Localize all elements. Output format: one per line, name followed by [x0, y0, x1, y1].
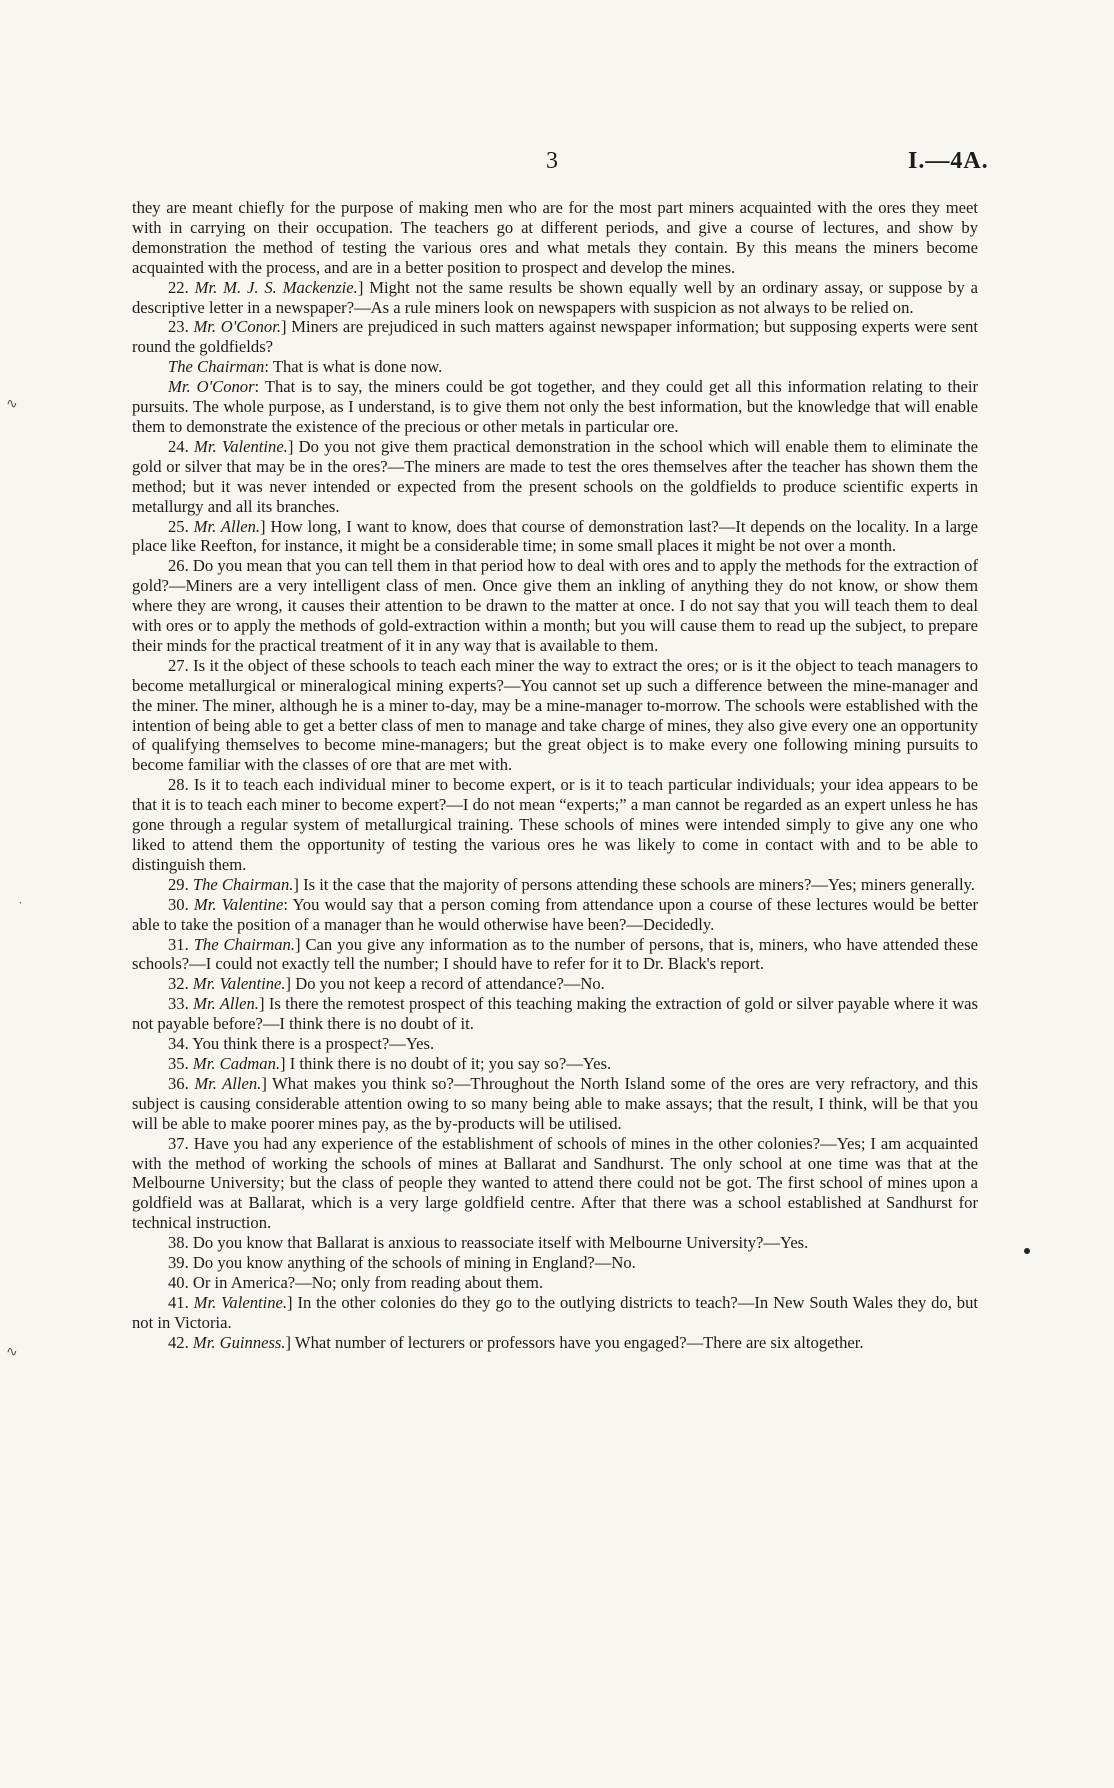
question-number: 28.: [168, 775, 194, 795]
question-number: 25.: [168, 516, 194, 536]
paragraph-text: : That is to say, the miners could be got together, and they could get all this information relating to their pursuits. The whole purpose, as I understand, is to give them not only the best information, but the knowledge that will enable them to demonstrate the existence of the precious or other metals in particular ore.: [132, 377, 979, 436]
speaker-name: Mr. Valentine.: [192, 974, 286, 994]
testimony-paragraph: [132, 317, 978, 357]
testimony-paragraph: [132, 357, 978, 377]
question-number: 41.: [168, 1292, 194, 1312]
paragraph-text: ] Can you give any information as to the number of persons, that is, miners, who have attended these schools?—I could not exactly tell the number; I should have to refer for it to Dr. Black's report.: [132, 934, 978, 974]
paragraph-text: ] I think there is no doubt of it; you say so?—Yes.: [280, 1053, 612, 1073]
speaker-name: Mr. Guinness.: [192, 1332, 286, 1352]
testimony-paragraph: [132, 278, 978, 318]
paragraph-text: Have you had any experience of the establishment of schools of mines in the other colonies?—Yes; I am acquainted with the method of working the schools of mines at Ballarat and Sandhurst. The only school at one time was that at the Melbourne University; but the class of people they wanted to attend there could not be got. The first school of mines upon a goldfield was at Ballarat, which is a very large goldfield centre. After that there was a school established at Sandhurst for technical instruction.: [132, 1133, 978, 1233]
testimony-paragraph: [132, 437, 978, 517]
paragraph-text: Is it the object of these schools to teach each miner the way to extract the ores; or is it the object to teach managers to become metallurgical or mineralogical mining experts?—You cannot set up such a difference between the mine-manager and the miner. The miner, although he is a miner to-day, may be a mine-manager to-morrow. The schools were established with the intention of being able to get a better class of men to manage and take charge of mines, they also give every one an opportunity of qualifying themselves to become mine-managers; but the great object is to make every one following mining pursuits to become familiar with the classes of ore that are met with.: [132, 655, 978, 775]
testimony-paragraph: [132, 1233, 978, 1253]
paragraph-text: ] Might not the same results be shown equally well by an ordinary assay, or suppose by a descriptive letter in a newspaper?—As a rule miners look on newspapers with suspicion as not always to be relied on.: [132, 277, 979, 317]
speaker-name: Mr. Valentine.: [193, 1292, 288, 1312]
paragraph-text: ] Is there the remotest prospect of this teaching making the extraction of gold or silver payable where it was not payable before?—I think there is no doubt of it.: [132, 994, 979, 1034]
testimony-paragraph: [132, 377, 978, 437]
question-number: 24.: [168, 436, 195, 456]
speaker-name: Mr. O'Conor: [168, 377, 255, 397]
testimony-paragraph: [132, 1034, 978, 1054]
paragraph-text: they are meant chiefly for the purpose of making men who are for the most part miners acquainted with the ores they meet with in carrying on their occupation. The teachers go at different periods, and give a course of lectures, and show by demonstration the method of testing the various ores and what metals they contain. By this means the miners become acquainted with the process, and are in a better position to prospect and develop the mines.: [132, 198, 978, 277]
testimony-paragraph: [132, 1333, 978, 1353]
paragraph-text: : That is what is done now.: [264, 357, 443, 377]
testimony-paragraph: [132, 895, 978, 935]
margin-dot: [1024, 1248, 1030, 1254]
question-number: 31.: [168, 934, 194, 954]
question-number: 23.: [168, 317, 194, 337]
testimony-paragraph: [132, 775, 978, 875]
paragraph-text: You think there is a prospect?—Yes.: [192, 1034, 435, 1054]
paragraph-text: ] What number of lecturers or professors have you engaged?—There are six altogether.: [285, 1332, 864, 1352]
question-number: 36.: [168, 1073, 195, 1093]
question-number: 34.: [168, 1034, 193, 1054]
margin-mark: ˙: [18, 900, 23, 915]
paragraph-text: ] Do you not keep a record of attendance?—No.: [285, 974, 605, 994]
testimony-paragraph: [132, 1054, 978, 1074]
speaker-name: Mr. O'Conor.: [193, 317, 281, 337]
question-number: 40.: [168, 1272, 193, 1292]
question-number: 38.: [168, 1233, 193, 1253]
question-number: 33.: [168, 994, 194, 1014]
testimony-paragraph: [132, 556, 978, 656]
question-number: 32.: [168, 974, 193, 994]
question-number: 22.: [168, 277, 195, 297]
speaker-name: Mr. Valentine.: [194, 436, 288, 456]
paragraph-text: Is it to teach each individual miner to become expert, or is it to teach particular individuals; your idea appears to be that it is to teach each miner to become expert?—I do not mean “experts;” a man cannot be regarded as an expert unless he has gone through a regular system of metallurgical training. These schools of mines were intended simply to give any one who liked to attend them the opportunity of testing the various ores he was likely to come in contact with and to be able to distinguish them.: [132, 775, 979, 874]
testimony-paragraph: [132, 1293, 978, 1333]
testimony-paragraph: [132, 656, 978, 775]
paragraph-text: Or in America?—No; only from reading about them.: [192, 1272, 544, 1292]
question-number: 30.: [168, 894, 194, 914]
question-number: 35.: [168, 1053, 193, 1073]
paragraph-text: ] Do you not give them practical demonstration in the school which will enable them to eliminate the gold or silver that may be in the ores?—The miners are made to test the ores themselves after the teacher has shown them the method; but it was never intended or expected from the present schools on the goldfields to produce scientific experts in metallurgy and all its branches.: [132, 436, 978, 516]
paragraph-text: ] What makes you think so?—Throughout the North Island some of the ores are very refractory, and this subject is causing considerable attention owing to so many being able to make assays; that the result, I think, will be that you will be able to make poorer mines pay, as the by-products will be utilised.: [132, 1073, 978, 1133]
speaker-name: Mr. Cadman.: [192, 1053, 281, 1073]
speaker-name: Mr. Allen.: [193, 994, 259, 1014]
question-number: 26.: [168, 556, 193, 576]
speaker-name: The Chairman: [168, 357, 265, 377]
speaker-name: Mr. Allen.: [193, 516, 261, 536]
testimony-paragraph: [132, 1074, 978, 1134]
page-header: [0, 148, 1114, 182]
speaker-name: The Chairman.: [193, 934, 295, 954]
testimony-paragraph: [132, 935, 978, 975]
margin-mark: ∿: [6, 1345, 18, 1360]
question-number: 27.: [168, 655, 194, 675]
testimony-paragraph: [132, 1253, 978, 1273]
question-number: 37.: [168, 1133, 194, 1153]
testimony-paragraph: [132, 994, 978, 1034]
page-number: 3: [546, 148, 558, 174]
testimony-paragraph: [132, 1273, 978, 1293]
testimony-paragraph: [132, 1134, 978, 1234]
paragraph-text: : You would say that a person coming from attendance upon a course of these lectures would be better able to take the position of a manager than he would otherwise have been?—Decidedly.: [132, 894, 978, 934]
testimony-paragraph: [132, 517, 978, 557]
testimony-paragraph: [132, 974, 978, 994]
paragraph-text: Do you mean that you can tell them in that period how to deal with ores and to apply the methods for the extraction of gold?—Miners are a very intelligent class of men. Once give them an inkling of anything they do not know, or show them where they are wrong, it causes their attention to be drawn to the matter at once. I do not say that you will teach them to deal with ores or to apply the methods of gold-extraction within a month; but you will cause them to read up the subject, to prepare their minds for the practical treatment of it in any way that is available to them.: [132, 556, 978, 655]
margin-mark: ∿: [6, 397, 18, 412]
testimony-body: [132, 198, 978, 1353]
paragraph-text: Do you know anything of the schools of mining in England?—No.: [192, 1253, 636, 1273]
testimony-paragraph: [132, 198, 978, 278]
speaker-name: Mr. Allen.: [194, 1073, 262, 1093]
paragraph-text: ] Miners are prejudiced in such matters against newspaper information; but supposing experts were sent round the goldfields?: [132, 317, 978, 357]
speaker-name: Mr. Valentine: [193, 894, 284, 914]
paragraph-text: ] Is it the case that the majority of persons attending these schools are miners?—Yes; miners generally.: [293, 874, 975, 894]
paragraph-text: ] How long, I want to know, does that course of demonstration last?—It depends on the locality. In a large place like Reefton, for instance, it might be a considerable time; in some small places it might be not over a month.: [132, 516, 979, 556]
document-reference: I.—4A.: [908, 148, 989, 174]
speaker-name: The Chairman.: [192, 874, 294, 894]
question-number: 29.: [168, 874, 193, 894]
question-number: 39.: [168, 1253, 193, 1273]
speaker-name: Mr. M. J. S. Mackenzie.: [194, 277, 358, 297]
paragraph-text: ] In the other colonies do they go to the outlying districts to teach?—In New South Wales they do, but not in Victoria.: [132, 1292, 978, 1332]
question-number: 42.: [168, 1332, 193, 1352]
paragraph-text: Do you know that Ballarat is anxious to reassociate itself with Melbourne University?—Yes.: [192, 1233, 809, 1253]
testimony-paragraph: [132, 875, 978, 895]
